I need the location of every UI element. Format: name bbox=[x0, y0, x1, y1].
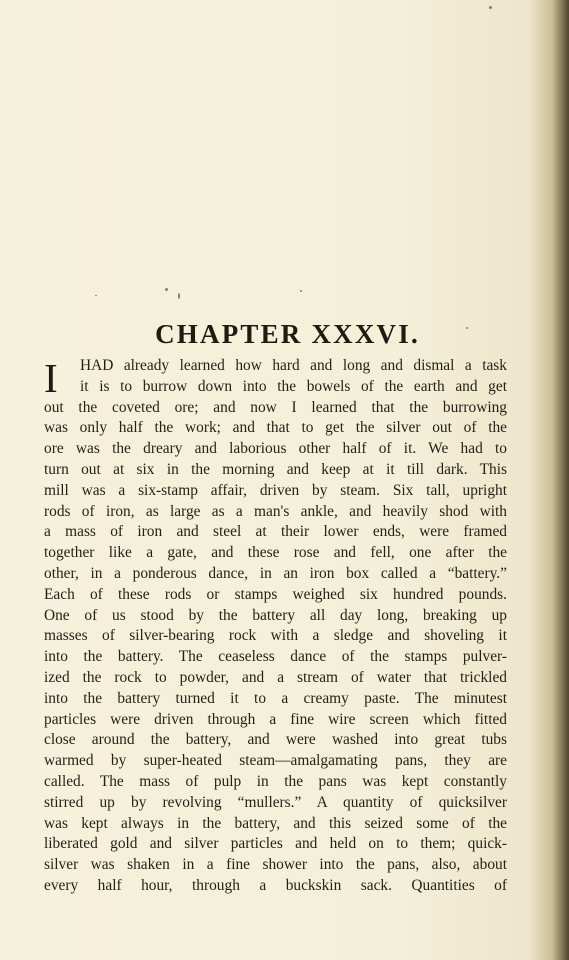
text-line: close around the battery, and were washed into great tubs bbox=[44, 731, 507, 749]
text-line: turn out at six in the morning and keep at it till dark. This bbox=[44, 460, 507, 478]
chapter-body bbox=[44, 356, 507, 897]
text-line: particles were driven through a fine wire screen which fitted bbox=[44, 710, 507, 728]
text-line: it is to burrow down into the bowels of the earth and get bbox=[80, 377, 507, 395]
text-line: out the coveted ore; and now I learned that the burrowing bbox=[44, 398, 507, 416]
text-line: into the battery turned it to a creamy paste. The minutest bbox=[44, 689, 507, 707]
ink-speck bbox=[300, 290, 302, 292]
text-line: every half hour, through a buckskin sack. Quantities of bbox=[44, 876, 507, 894]
chapter-heading: CHAPTER XXXVI. bbox=[155, 319, 420, 349]
text-line: rods of iron, as large as a man's ankle, and heavily shod with bbox=[44, 502, 507, 520]
page-edge-shadow bbox=[553, 0, 569, 960]
text-line: One of us stood by the battery all day long, breaking up bbox=[44, 606, 507, 624]
drop-cap-letter: I bbox=[44, 355, 58, 401]
text-line: ore was the dreary and laborious other half of it. We had to bbox=[44, 440, 507, 458]
text-line: HAD already learned how hard and long and dismal a task bbox=[80, 357, 507, 374]
text-line: ized the rock to powder, and a stream of water that trickled bbox=[44, 668, 507, 686]
text-line: warmed by super-heated steam—amalgamating pans, they are bbox=[44, 752, 507, 770]
text-line: liberated gold and silver particles and held on to them; quick- bbox=[44, 835, 507, 853]
ink-speck bbox=[178, 293, 180, 299]
text-line: was only half the work; and that to get the silver out of the bbox=[44, 419, 507, 437]
text-line: together like a gate, and these rose and fell, one after the bbox=[44, 544, 507, 562]
text-line: masses of silver-bearing rock with a sledge and shoveling it bbox=[44, 627, 507, 645]
text-line: was kept always in the battery, and this seized some of the bbox=[44, 814, 507, 832]
text-line: called. The mass of pulp in the pans was kept constantly bbox=[44, 772, 507, 790]
ink-speck bbox=[489, 6, 492, 9]
text-line: into the battery. The ceaseless dance of the stamps pulver- bbox=[44, 648, 507, 666]
ink-speck bbox=[95, 295, 97, 296]
text-line: a mass of iron and steel at their lower ends, were framed bbox=[44, 523, 507, 541]
text-line: silver was shaken in a fine shower into the pans, also, about bbox=[44, 856, 507, 874]
text-line: Each of these rods or stamps weighed six hundred pounds. bbox=[44, 585, 507, 603]
ink-speck bbox=[165, 288, 168, 291]
text-line: stirred up by revolving “mullers.” A quantity of quicksilver bbox=[44, 793, 507, 811]
text-line: mill was a six-stamp affair, driven by steam. Six tall, upright bbox=[44, 481, 507, 499]
text-line: other, in a ponderous dance, in an iron box called a “battery.” bbox=[44, 564, 507, 582]
